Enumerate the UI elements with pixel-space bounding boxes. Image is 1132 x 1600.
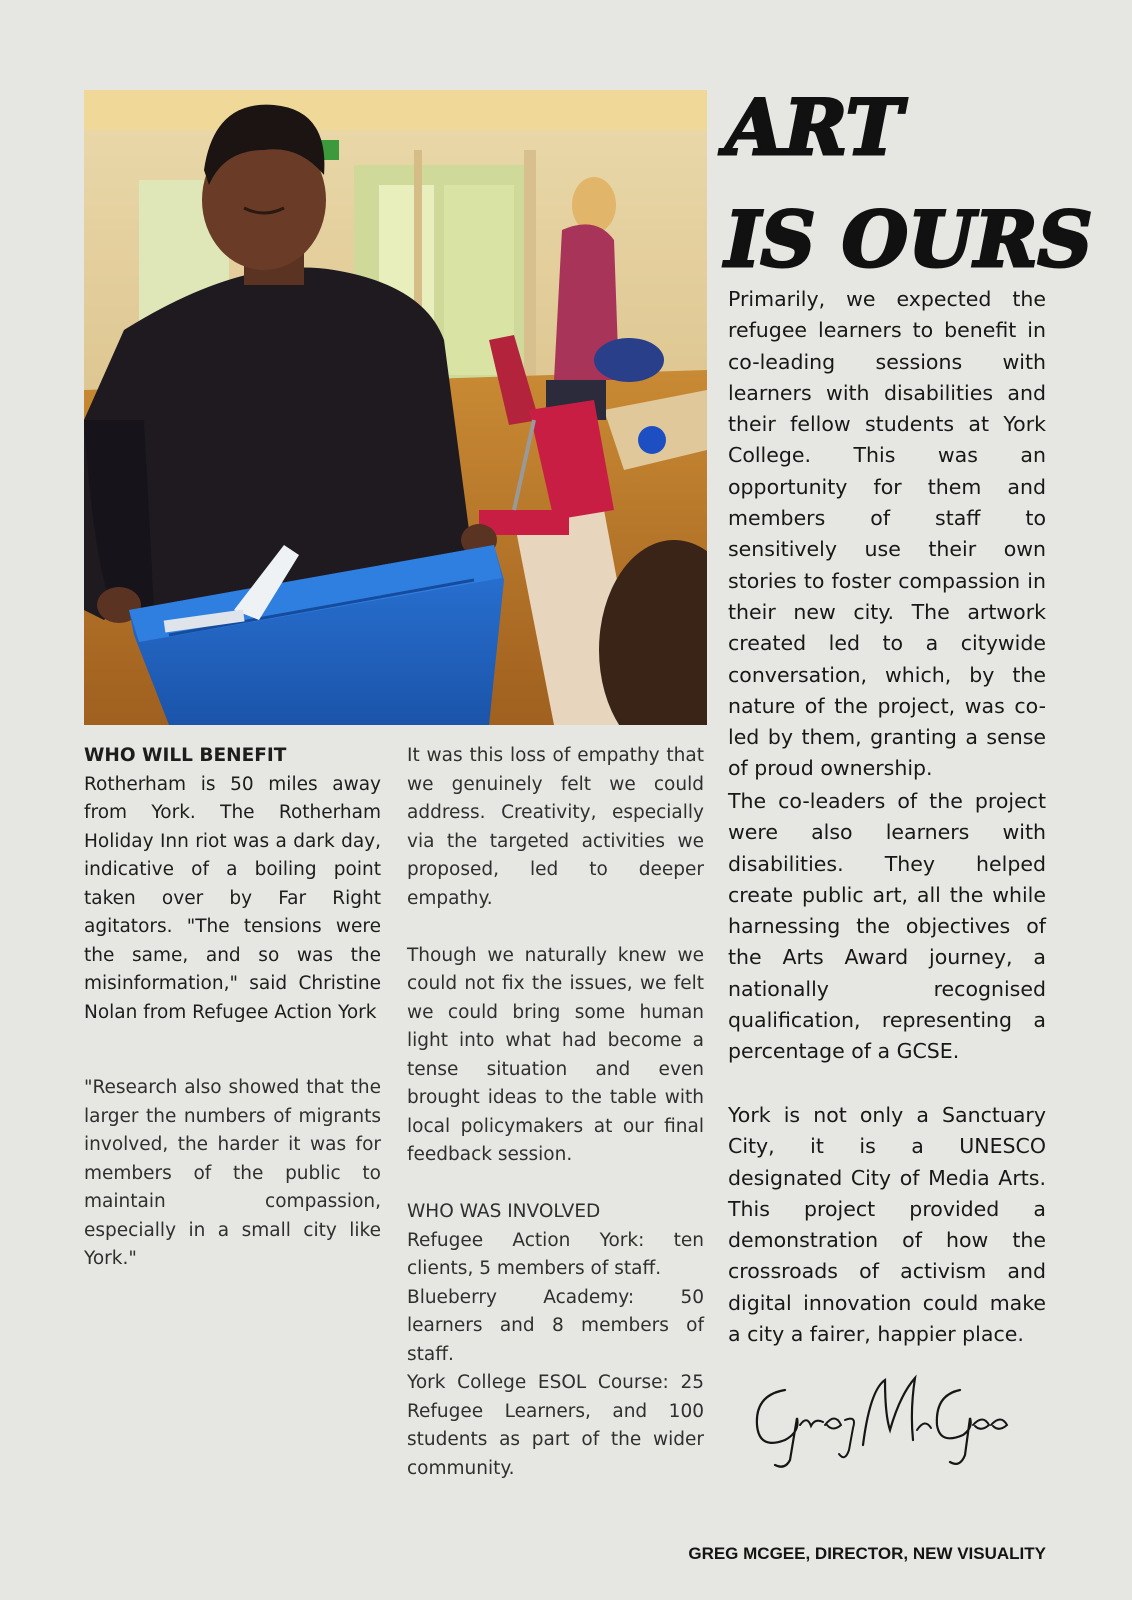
signature-drawing (745, 1370, 1015, 1470)
middle-paragraph-2: Though we naturally knew we could not fix the issues, we felt we could bring some human light into what had become a tense situation and even brought ideas to the table with local policymakers at our final feedback session. (407, 944, 704, 1165)
headline-line-1: ART (725, 83, 903, 172)
right-paragraph-2: The co-leaders of the project were also learners with disabilities. They helped create public art, all the while harnessing the objectives of the Arts Award journey, a nationally recognised qualification, representing a percentage of a GCSE. (728, 789, 1046, 1064)
left-column (84, 742, 381, 1027)
who-will-benefit-heading: WHO WILL BENEFIT (84, 745, 287, 766)
left-paragraph-2: "Research also showed that the larger the numbers of migrants involved, the harder it was for members of the public to maintain compassion, especially in a small city like York." (84, 1077, 381, 1269)
headline-line-2: IS OURS (725, 195, 1093, 284)
photo-illustration (84, 90, 707, 725)
headline (725, 72, 1125, 296)
involved-item-1: Refugee Action York: ten clients, 5 members of staff. (407, 1229, 704, 1279)
middle-column (407, 742, 704, 1483)
signature-text: Greg McGee (745, 1370, 752, 1371)
middle-paragraph-1: It was this loss of empathy that we genuinely felt we could address. Creativity, especially via the targeted activities we proposed, led to deeper empathy. (407, 745, 704, 909)
right-paragraph-3: York is not only a Sanctuary City, it is a UNESCO designated City of Media Arts. This project provided a demonstration of how the crossroads of activism and digital innovation could make a city a fairer, happier place. (728, 1103, 1046, 1347)
involved-item-3: York College ESOL Course: 25 Refugee Learners, and 100 students as part of the wider community. (407, 1372, 704, 1479)
hero-photo (84, 90, 707, 725)
involved-item-2: Blueberry Academy: 50 learners and 8 members of staff. (407, 1286, 704, 1365)
who-was-involved-heading: WHO WAS INVOLVED (407, 1201, 601, 1222)
signature (745, 1370, 1015, 1470)
author-credit: GREG MCGEE, DIRECTOR, NEW VISUALITY (688, 1544, 1046, 1563)
left-paragraph-1: Rotherham is 50 miles away from York. The Rotherham Holiday Inn riot was a dark day, indicative of a boiling point taken over by Far Right agitators. "The tensions were the same, and so was the misinformation," said Christine Nolan from Refugee Action York (84, 773, 381, 1023)
right-paragraph-1: Primarily, we expected the refugee learners to benefit in co-leading sessions with learners with disabilities and their fellow students at York College. This was an opportunity for them and members of staff to sensitively use their own stories to foster compassion in their new city. The artwork created led to a citywide conversation, which, by the nature of the project, was co-led by them, granting a sense of proud ownership. (728, 287, 1046, 781)
